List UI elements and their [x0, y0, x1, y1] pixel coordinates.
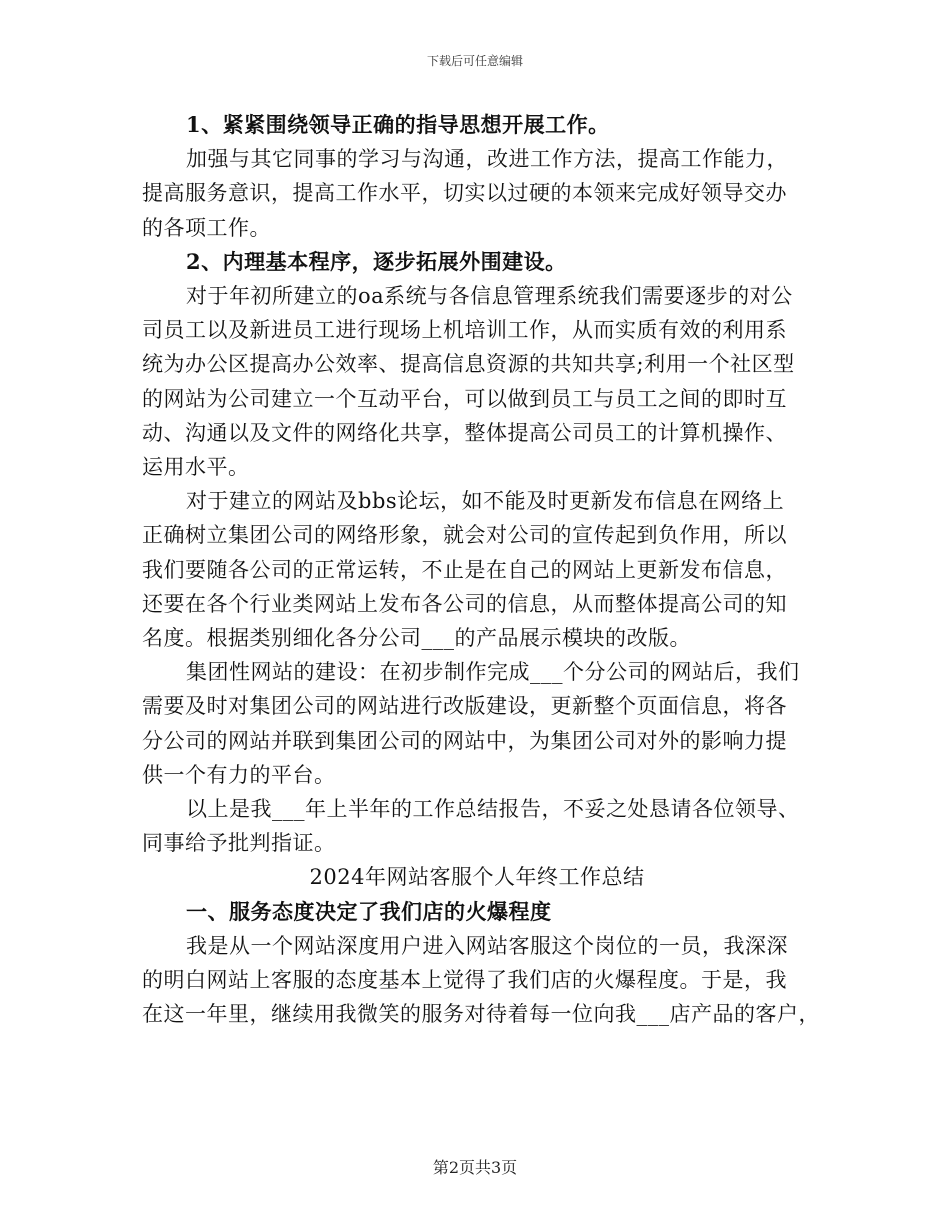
text-line: 同事给予批判指证。: [142, 831, 336, 856]
text-line: 动、沟通以及文件的网络化共享，整体提高公司员工的计算机操作、: [142, 420, 787, 445]
text-line: 对于年初所建立的oa系统与各信息管理系统我们需要逐步的对公: [186, 284, 793, 309]
text-line: 我们要随各公司的正常运转，不止是在自己的网站上更新发布信息，: [142, 557, 787, 582]
text-line: 统为办公区提高办公效率、提高信息资源的共知共享;利用一个社区型: [142, 352, 795, 377]
text-line: 的明白网站上客服的态度基本上觉得了我们店的火爆程度。于是，我: [142, 968, 787, 993]
heading-line: 2、内理基本程序，逐步拓展外围建设。: [186, 248, 567, 274]
document-body: [142, 108, 820, 1031]
page-number: 第2页共3页: [432, 1158, 518, 1177]
text-line: 司员工以及新进员工进行现场上机培训工作，从而实质有效的利用系: [142, 318, 787, 343]
heading-line: 1、紧紧围绕领导正确的指导思想开展工作。: [186, 112, 610, 137]
text-line: 集团性网站的建设：在初步制作完成___个分公司的网站后，我们: [186, 660, 800, 685]
text-line: 需要及时对集团公司的网站进行改版建设，更新整个页面信息，将各: [142, 694, 787, 719]
text-line: 加强与其它同事的学习与沟通，改进工作方法，提高工作能力，: [186, 147, 788, 172]
text-line: 提高服务意识，提高工作水平，切实以过硬的本领来完成好领导交办: [142, 181, 787, 206]
text-line: 运用水平。: [142, 455, 250, 480]
section-title: 2024年网站客服个人年终工作总结: [309, 865, 645, 890]
text-line: 分公司的网站并联到集团公司的网站中，为集团公司对外的影响力提: [142, 728, 787, 753]
text-line: 对于建立的网站及bbs论坛，如不能及时更新发布信息在网络上: [186, 489, 785, 514]
text-line: 正确树立集团公司的网络形象，就会对公司的宣传起到负作用，所以: [142, 523, 787, 548]
text-line: 我是从一个网站深度用户进入网站客服这个岗位的一员，我深深: [186, 933, 788, 958]
text-line: 以上是我___年上半年的工作总结报告，不妥之处恳请各位领导、: [186, 797, 800, 822]
text-line: 在这一年里，继续用我微笑的服务对待着每一位向我___店产品的客户，: [142, 1002, 820, 1027]
text-line: 供一个有力的平台。: [142, 762, 336, 787]
heading-line: 一、服务态度决定了我们店的火爆程度: [186, 898, 552, 924]
page-header-note: 下载后可任意编辑: [426, 54, 523, 68]
text-line: 的各项工作。: [142, 215, 271, 240]
text-line: 的网站为公司建立一个互动平台，可以做到员工与员工之间的即时互: [142, 386, 787, 411]
text-line: 还要在各个行业类网站上发布各公司的信息，从而整体提高公司的知: [142, 591, 787, 616]
text-line: 名度。根据类别细化各分公司___的产品展示模块的改版。: [142, 626, 691, 651]
